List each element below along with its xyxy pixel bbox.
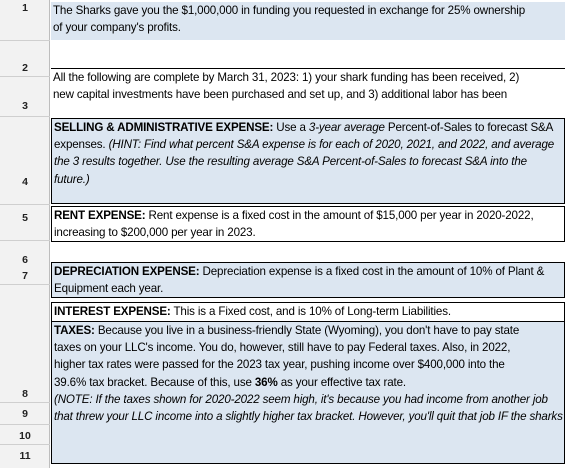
cell-sga-expense[interactable]: [51, 118, 565, 204]
sga-line-2-italic: (HINT: Find what percent S&A expense is for each of 2020, 2021, and 2022, and average: [108, 138, 555, 152]
cell-completion[interactable]: [51, 68, 565, 118]
row-number-10[interactable]: 10: [19, 430, 31, 442]
rent-heading: RENT EXPENSE:: [54, 209, 146, 222]
taxes-note-line-1: (NOTE: If the taxes shown for 2020-2022 seem high, it's because you had income from another job: [54, 392, 548, 406]
depreciation-heading: DEPRECIATION EXPENSE:: [54, 265, 200, 278]
row-number-7[interactable]: 7: [22, 270, 28, 282]
sga-heading: SELLING & ADMINISTRATIVE EXPENSE:: [54, 121, 274, 134]
taxes-line-1: Because you live in a business-friendly State (Wyoming), you don't have to pay state: [94, 324, 520, 337]
row-number-4[interactable]: 4: [22, 176, 28, 188]
row-number-9[interactable]: 9: [22, 408, 28, 420]
cell-funding[interactable]: [51, 2, 565, 40]
sga-line-1-tail: Percent-of-Sales to forecast S&A: [384, 121, 554, 134]
interest-heading: INTEREST EXPENSE:: [54, 305, 171, 318]
row-number-6[interactable]: 6: [22, 254, 28, 266]
taxes-heading: TAXES:: [54, 324, 95, 337]
interest-line-1: This is a Fixed cost, and is 10% of Long-term Liabilities.: [170, 305, 451, 318]
row-divider: [0, 116, 50, 117]
row-number-5[interactable]: 5: [22, 212, 28, 224]
row-number-11[interactable]: 11: [19, 450, 31, 462]
sga-line-1: Use a: [273, 121, 309, 134]
taxes-line-4a: 39.6% tax bracket. Because of this, use: [54, 375, 255, 389]
row-number-1[interactable]: 1: [22, 2, 28, 14]
taxes-line-3: higher tax rates were passed for the 2023 tax year, pushing income over $400,000 into the: [54, 358, 505, 372]
completion-line-1: All the following are complete by March 31, 2023: 1) your shark funding has been received, 2): [53, 71, 520, 84]
row-divider: [0, 444, 50, 445]
depreciation-line-1: Depreciation expense is a fixed cost in the amount of 10% of Plant &: [199, 265, 545, 278]
rent-line-1: Rent expense is a fixed cost in the amount of $15,000 per year in 2020-2022,: [145, 209, 534, 222]
row-divider: [0, 284, 50, 285]
rent-line-2: increasing to $200,000 per year in 2023.: [54, 226, 256, 240]
sga-line-1-italic: 3-year average: [308, 121, 385, 134]
taxes-line-4c: as your effective tax rate.: [277, 375, 406, 389]
cell-taxes[interactable]: [51, 322, 565, 464]
sga-line-2: expenses.: [54, 138, 109, 152]
sga-line-3: the 3 results together. Use the resulting average S&A Percent-of-Sales to forecast S&A into the: [54, 155, 527, 169]
row-divider: [0, 76, 50, 77]
depreciation-line-2: Equipment each year.: [54, 282, 164, 296]
row-number-8[interactable]: 8: [22, 388, 28, 400]
row-divider: [0, 40, 50, 41]
cell-depreciation-expense[interactable]: [51, 262, 565, 298]
cell-interest-expense[interactable]: [51, 302, 565, 322]
taxes-rate: 36%: [254, 375, 278, 389]
completion-line-2: new capital investments have been purchased and set up, and 3) additional labor has been: [53, 88, 508, 102]
funding-line-2: of your company's profits.: [53, 21, 181, 35]
row-number-3[interactable]: 3: [22, 100, 28, 112]
row-divider: [0, 424, 50, 425]
cell-rent-expense[interactable]: [51, 206, 565, 242]
row-divider: [0, 204, 50, 205]
taxes-note-line-2: that threw your LLC income into a slightly higher tax bracket. However, you'll quit that job IF the sharks: [54, 409, 563, 423]
row-divider: [0, 240, 50, 241]
sga-line-4: future.): [54, 172, 90, 186]
row-divider: [0, 402, 50, 403]
funding-line-1: The Sharks gave you the $1,000,000 in funding you requested in exchange for 25% ownership: [53, 4, 525, 17]
taxes-line-2: taxes on your LLC's income. You do, however, still have to pay Federal taxes. Also, in 2022,: [54, 341, 511, 355]
row-number-2[interactable]: 2: [22, 62, 28, 74]
